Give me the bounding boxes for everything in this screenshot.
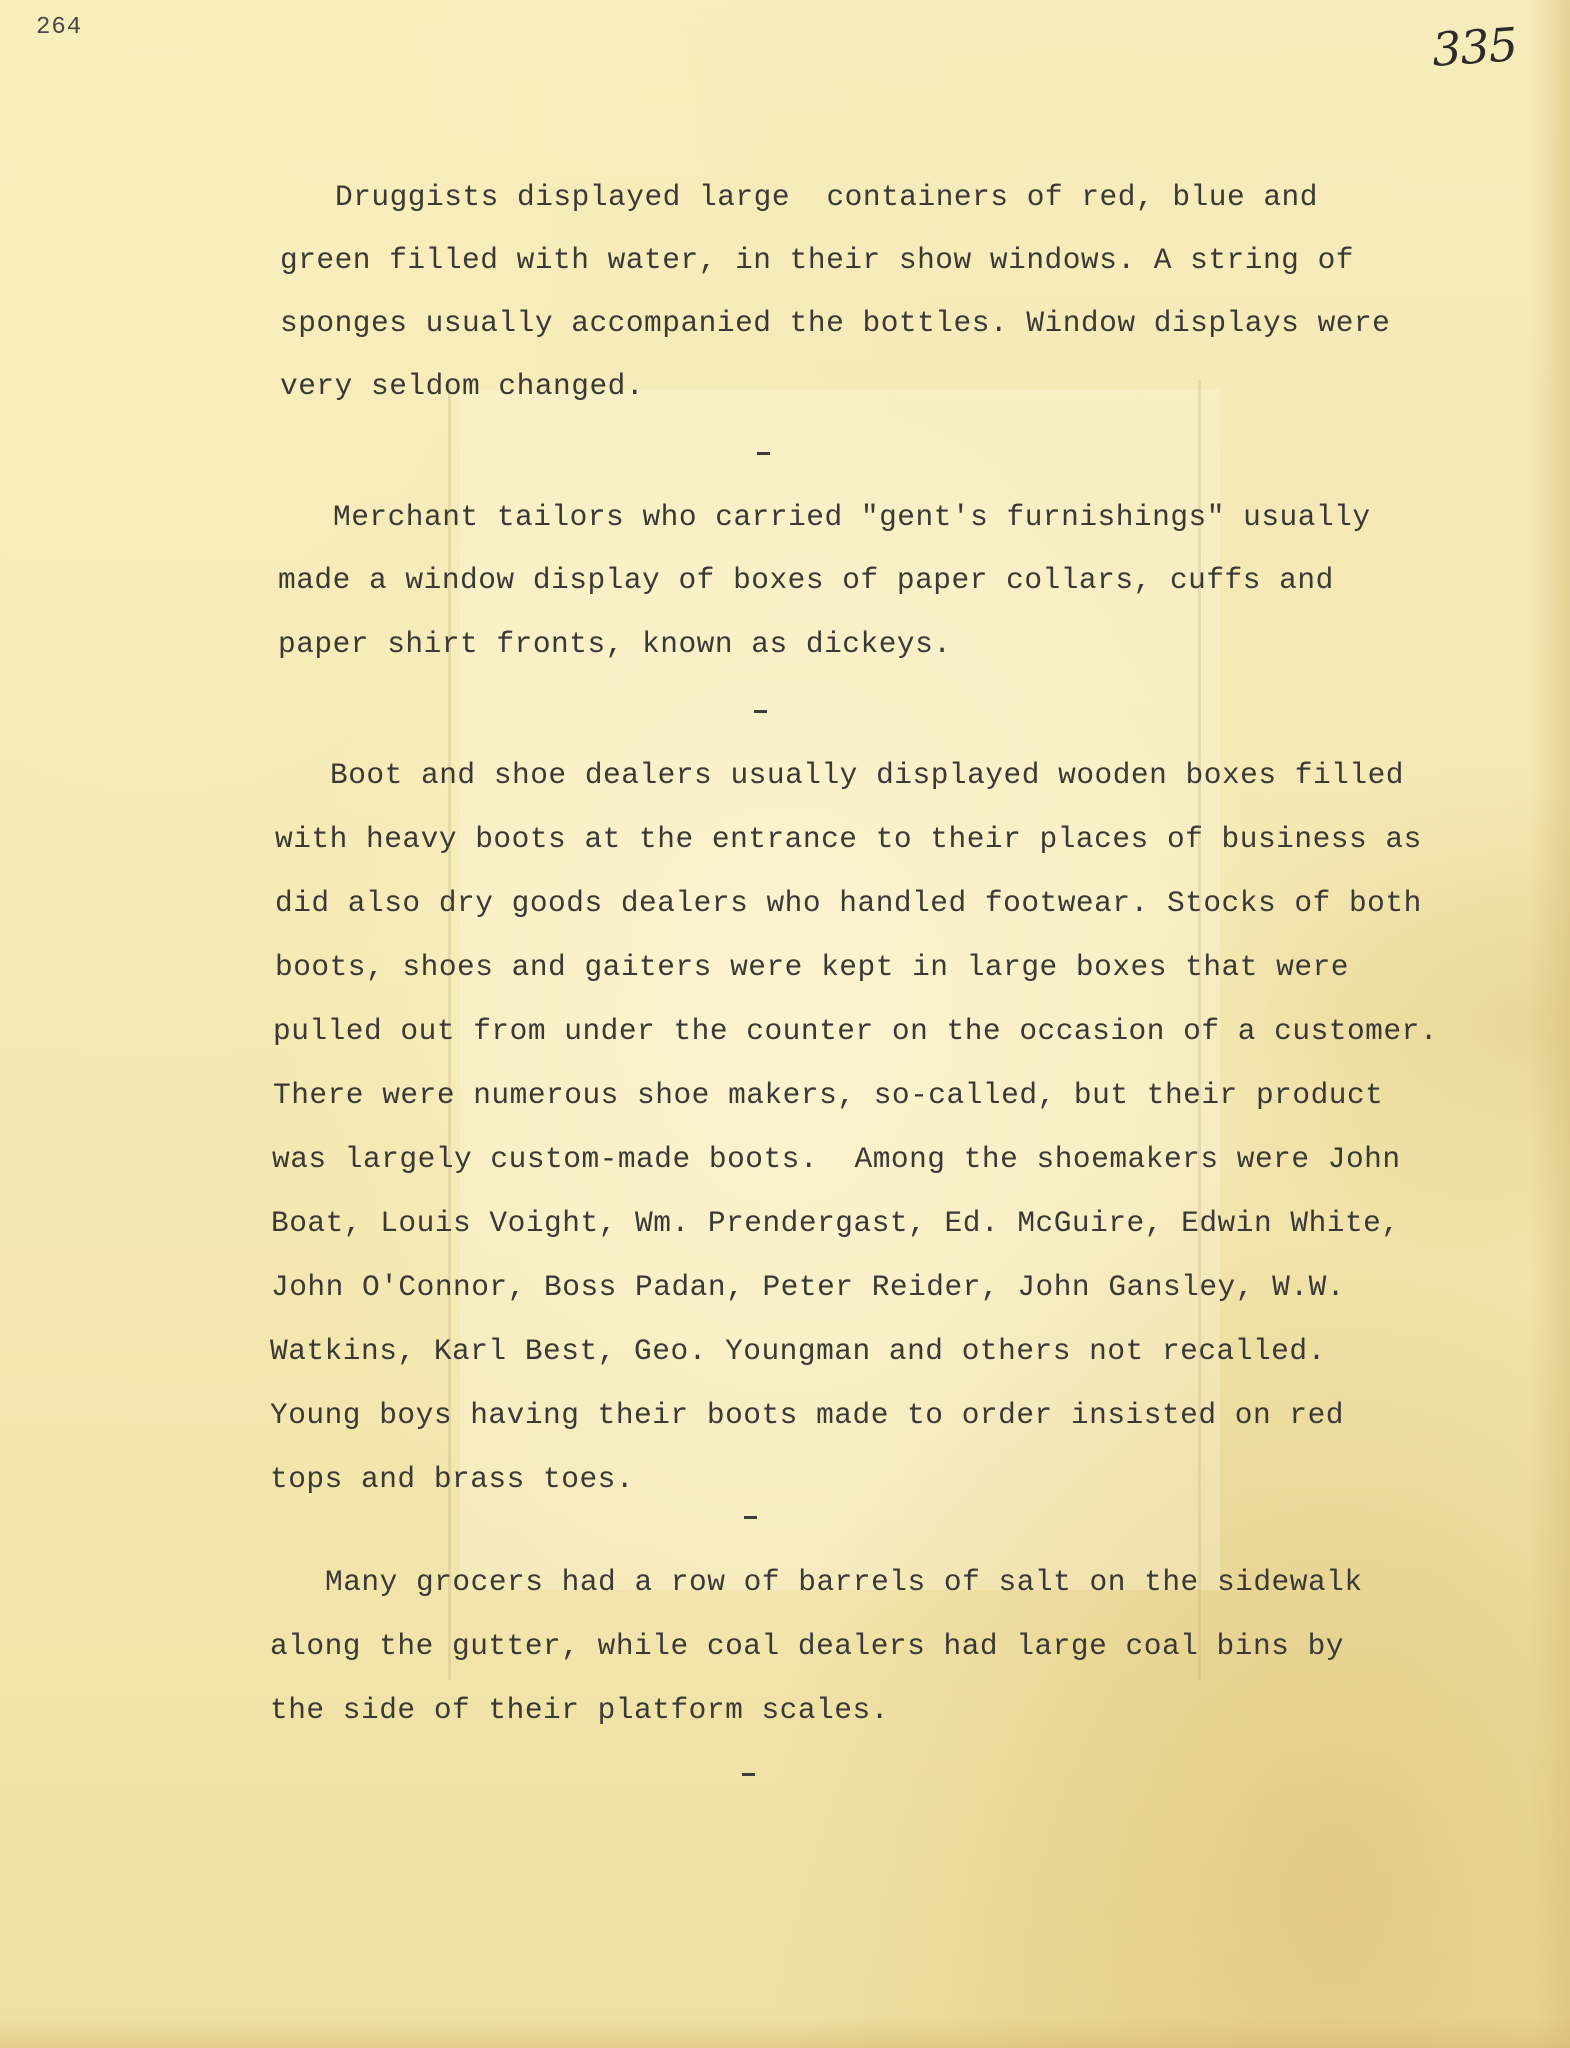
text-line: was largely custom-made boots. Among the shoemakers were John bbox=[272, 1142, 1401, 1176]
paper-edge-stain bbox=[0, 2018, 1570, 2048]
text-line: Merchant tailors who carried "gent's furnishings" usually bbox=[333, 500, 1371, 534]
text-line: paper shirt fronts, known as dickeys. bbox=[278, 627, 952, 661]
section-separator bbox=[744, 1516, 757, 1519]
text-line: Watkins, Karl Best, Geo. Youngman and others not recalled. bbox=[270, 1334, 1326, 1368]
page-number: 264 bbox=[36, 14, 83, 41]
text-line: green filled with water, in their show windows. A string of bbox=[280, 243, 1354, 277]
text-line: with heavy boots at the entrance to their places of business as bbox=[275, 822, 1422, 856]
text-line: Young boys having their boots made to order insisted on red bbox=[270, 1398, 1344, 1432]
text-line: sponges usually accompanied the bottles. Window displays were bbox=[280, 306, 1391, 340]
text-line: Druggists displayed large containers of red, blue and bbox=[335, 180, 1318, 214]
text-line: did also dry goods dealers who handled footwear. Stocks of both bbox=[275, 886, 1422, 920]
text-line: along the gutter, while coal dealers had large coal bins by bbox=[270, 1629, 1344, 1663]
text-line: Boat, Louis Voight, Wm. Prendergast, Ed. McGuire, Edwin White, bbox=[271, 1206, 1400, 1240]
handwritten-archive-number: 335 bbox=[1430, 17, 1519, 77]
section-separator bbox=[742, 1773, 755, 1776]
section-separator bbox=[754, 710, 767, 713]
text-line: the side of their platform scales. bbox=[270, 1693, 889, 1727]
section-separator bbox=[757, 452, 770, 455]
text-line: There were numerous shoe makers, so-called, but their product bbox=[273, 1078, 1384, 1112]
paper-edge-stain bbox=[1530, 0, 1570, 2048]
text-line: Boot and shoe dealers usually displayed wooden boxes filled bbox=[330, 758, 1404, 792]
text-line: boots, shoes and gaiters were kept in large boxes that were bbox=[275, 950, 1349, 984]
text-line: Many grocers had a row of barrels of salt on the sidewalk bbox=[325, 1565, 1363, 1599]
text-line: John O'Connor, Boss Padan, Peter Reider, John Gansley, W.W. bbox=[271, 1270, 1345, 1304]
text-line: made a window display of boxes of paper collars, cuffs and bbox=[278, 563, 1334, 597]
text-line: pulled out from under the counter on the occasion of a customer. bbox=[273, 1014, 1438, 1048]
text-line: very seldom changed. bbox=[280, 369, 645, 403]
text-line: tops and brass toes. bbox=[270, 1462, 635, 1496]
